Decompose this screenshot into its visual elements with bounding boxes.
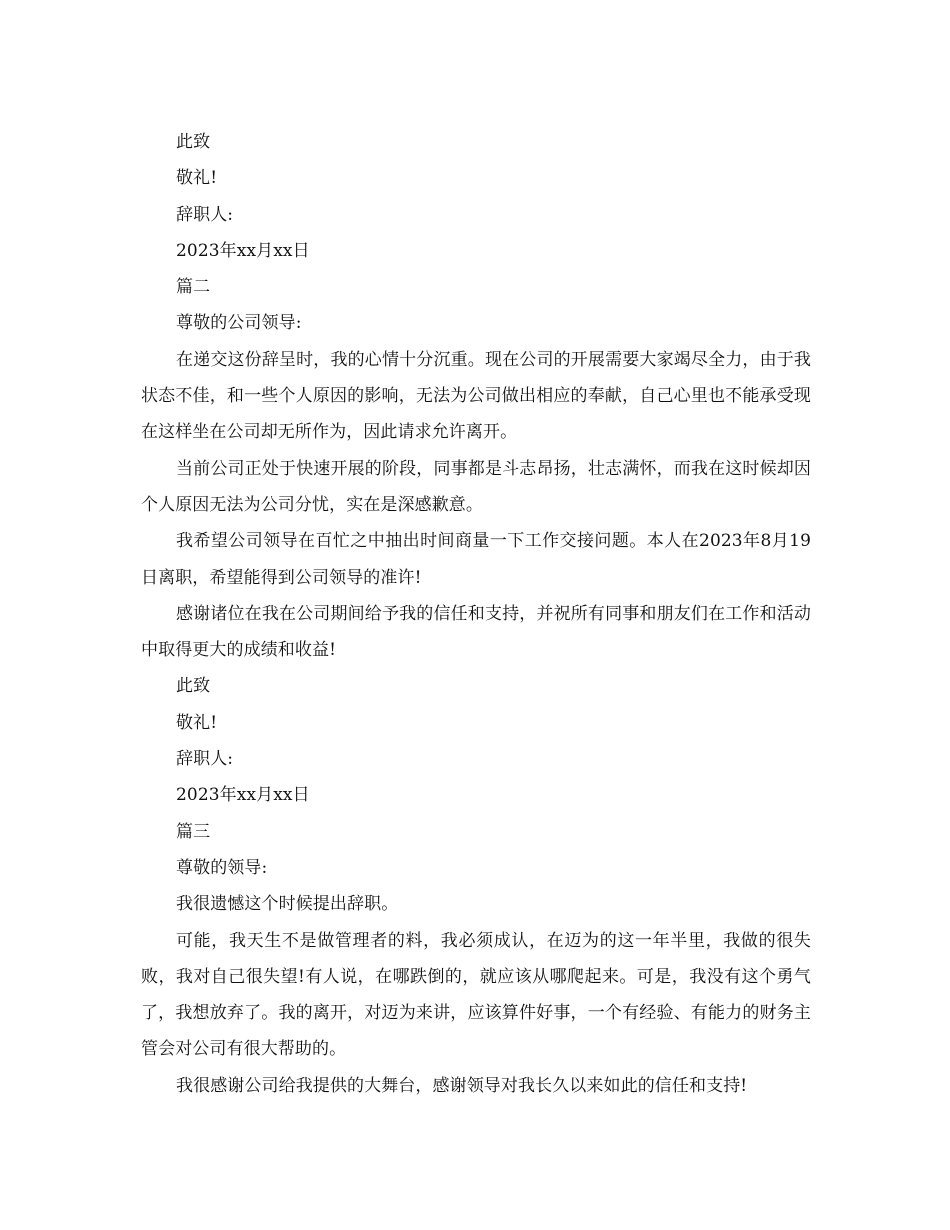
section-heading: 篇三	[176, 821, 211, 842]
greeting-text: 尊敬的领导:	[176, 857, 268, 878]
greeting-text: 尊敬的公司领导:	[176, 313, 302, 334]
paragraph: 在递交这份辞呈时，我的心情十分沉重。现在公司的开展需要大家竭尽全力，由于我状态不佳，和一些个人原因的影响，无法为公司做出相应的奉献，自己心里也不能承受现在这样坐在公司却无所作为，因此请求允许离开。	[141, 349, 811, 443]
paragraph: 当前公司正处于快速开展的阶段，同事都是斗志昂扬，壮志满怀，而我在这时候却因个人原因无法为公司分忧，实在是深感歉意。	[141, 458, 811, 515]
paragraph: 可能，我天生不是做管理者的料，我必须成认，在迈为的这一年半里，我做的很失败，我对自己很失望!有人说，在哪跌倒的，就应该从哪爬起来。可是，我没有这个勇气了，我想放弃了。我的离开，对迈为来讲，应该算件好事，一个有经验、有能力的财务主管会对公司有很大帮助的。	[141, 930, 811, 1060]
date-text: 2023年xx月xx日	[176, 785, 310, 806]
section-heading: 篇二	[176, 277, 211, 298]
signer-label: 辞职人:	[176, 749, 234, 770]
paragraph: 我很感谢公司给我提供的大舞台，感谢领导对我长久以来如此的信任和支持!	[176, 1075, 748, 1096]
document-body	[141, 124, 811, 1104]
date-text: 2023年xx月xx日	[176, 240, 310, 261]
signer-label: 辞职人:	[176, 204, 234, 225]
paragraph: 我希望公司领导在百忙之中抽出时间商量一下工作交接问题。本人在2023年8月19日离职，希望能得到公司领导的准许!	[141, 531, 811, 588]
salute-text: 敬礼!	[176, 712, 218, 733]
paragraph: 我很遗憾这个时候提出辞职。	[176, 894, 399, 915]
closing-text: 此致	[176, 676, 211, 697]
salute-text: 敬礼!	[176, 168, 218, 189]
closing-text: 此致	[176, 132, 211, 152]
paragraph: 感谢诸位在我在公司期间给予我的信任和支持，并祝所有同事和朋友们在工作和活动中取得更大的成绩和收益!	[141, 603, 811, 661]
